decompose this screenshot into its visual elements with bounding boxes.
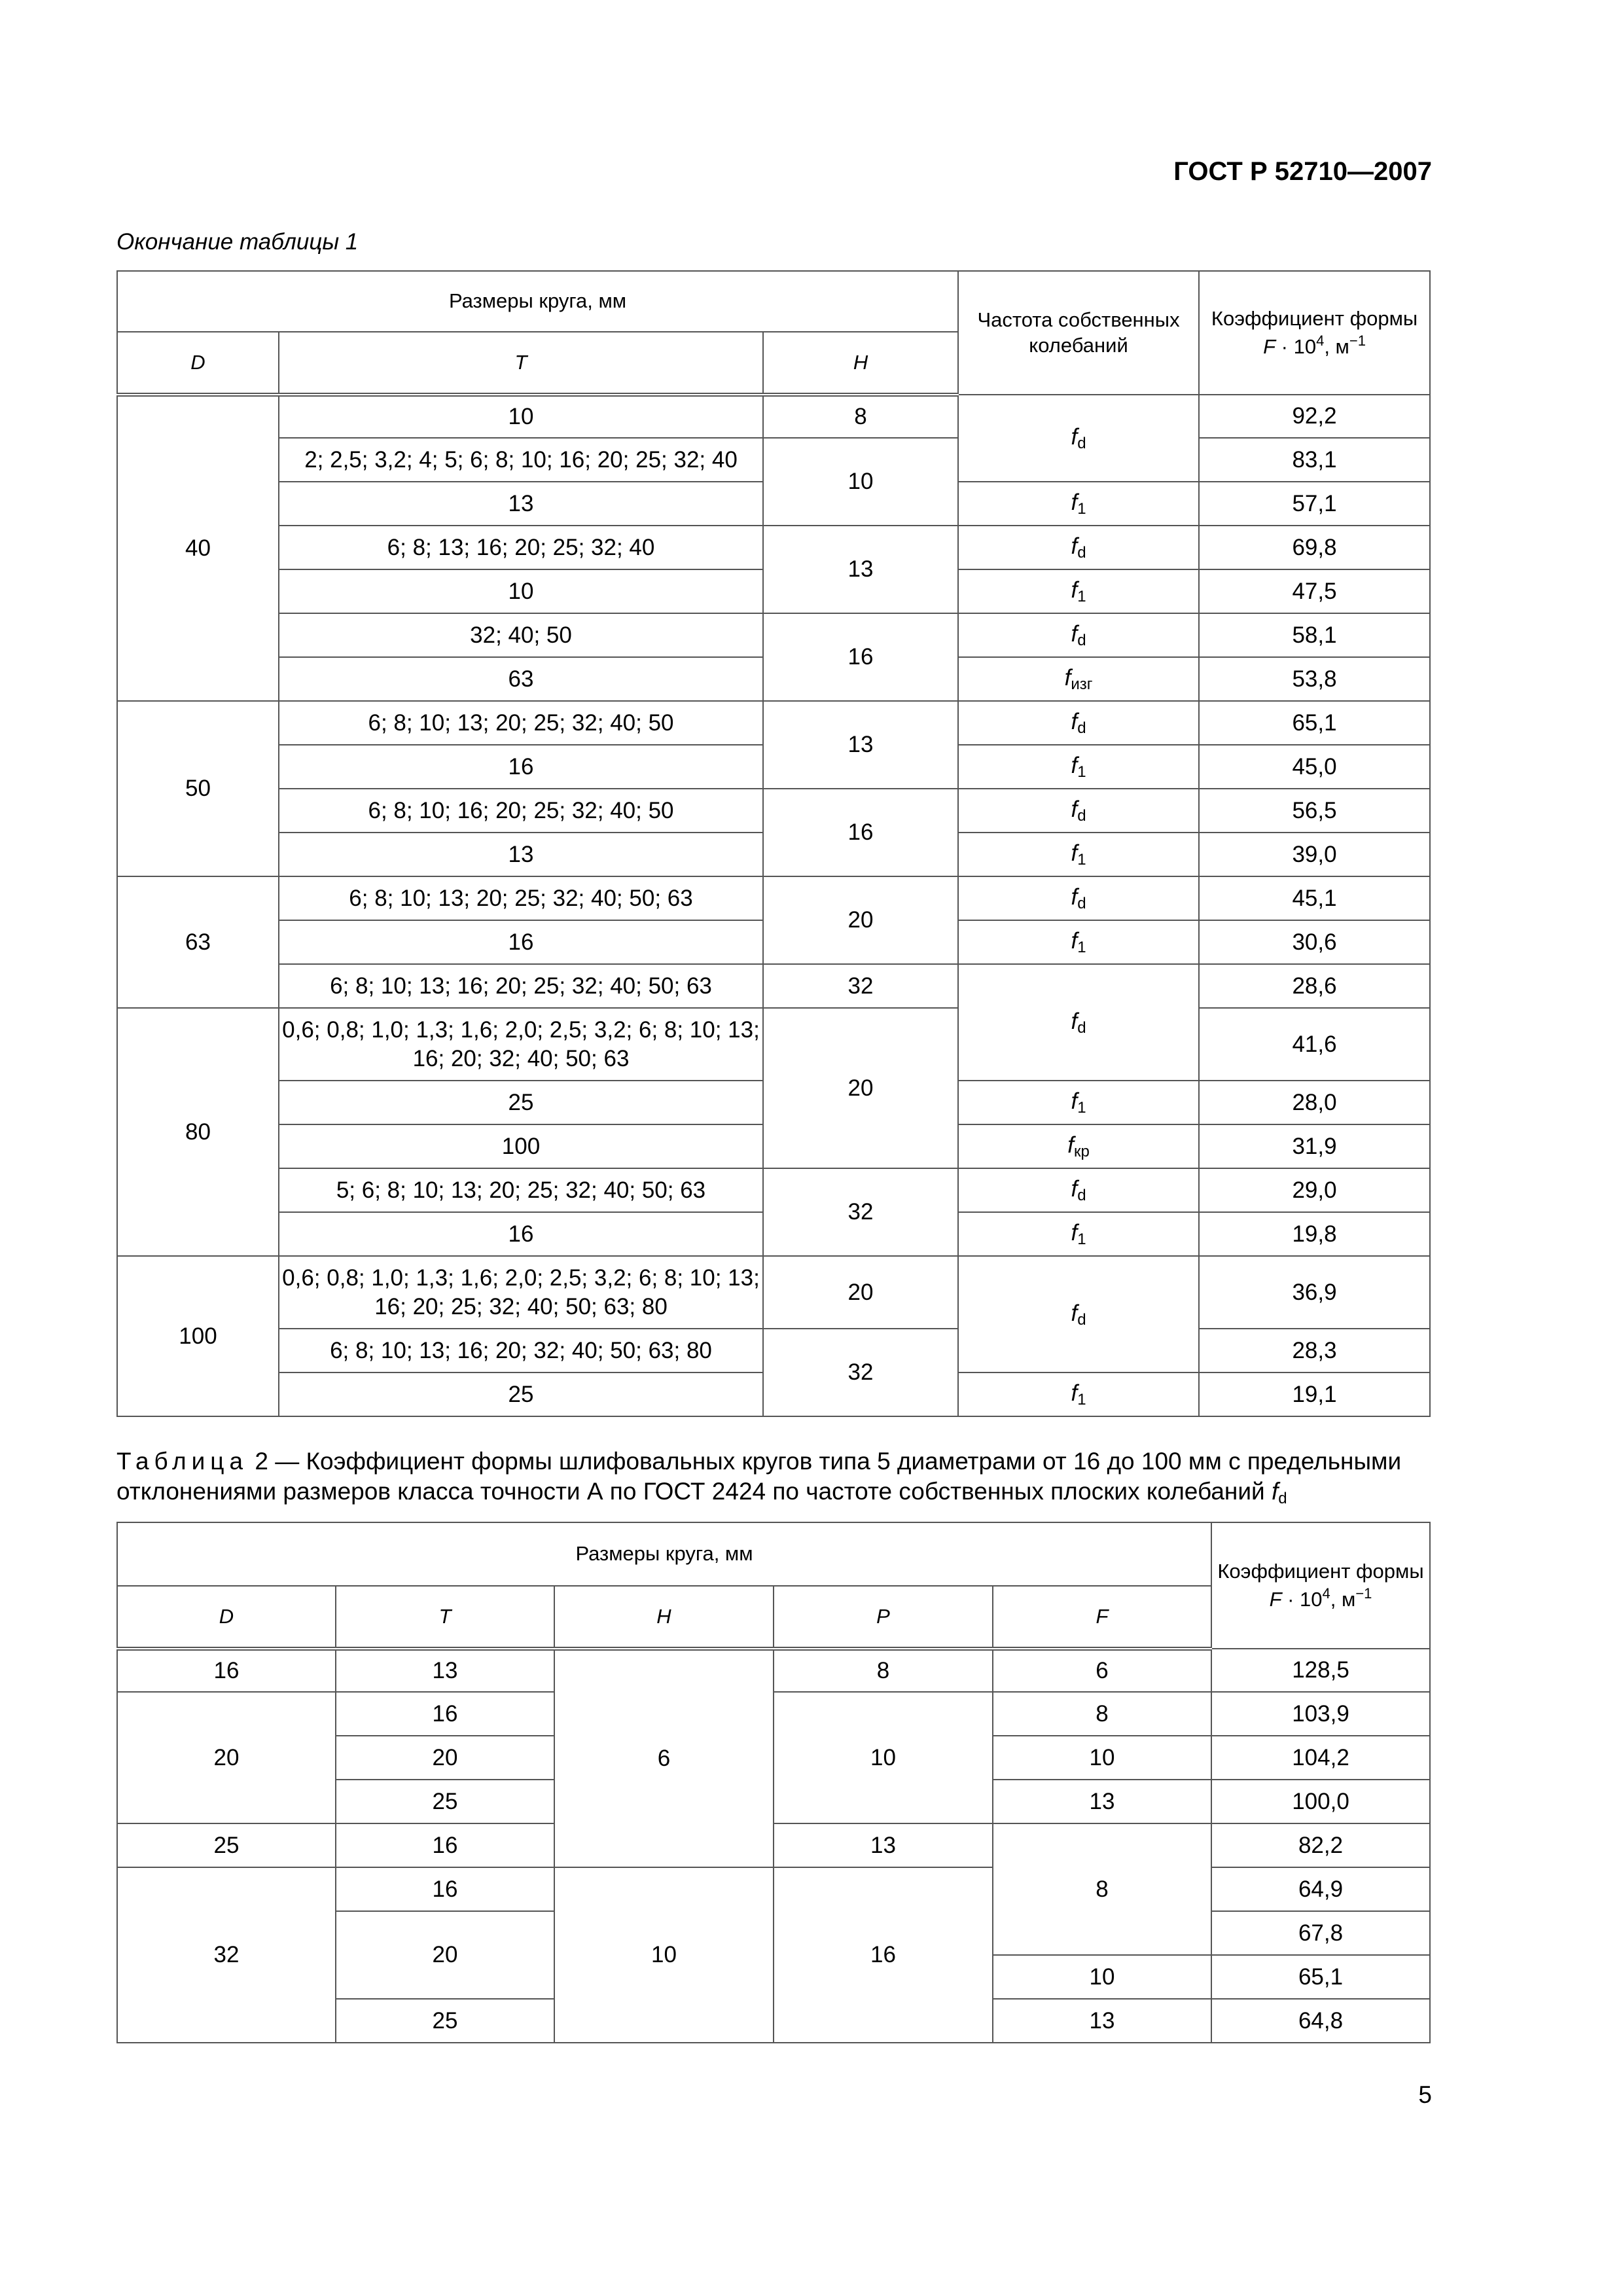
t2-coef-cell: 67,8	[1211, 1911, 1430, 1955]
t2-coef-cell: 65,1	[1211, 1955, 1430, 1999]
t1-H-cell: 20	[763, 1008, 958, 1168]
t1-freq-cell: $f_1$	[958, 569, 1199, 613]
t1-H-cell: 13	[763, 526, 958, 613]
t1-T-cell: 0,6; 0,8; 1,0; 1,3; 1,6; 2,0; 2,5; 3,2; 6; 8; 10; 13; 16; 20; 32; 40; 50; 63	[279, 1008, 763, 1081]
t2-header-T: T	[336, 1586, 554, 1649]
t1-coef-cell: 39,0	[1199, 833, 1430, 876]
t1-H-cell: 16	[763, 613, 958, 701]
t1-freq-cell: $f_1$	[958, 920, 1199, 964]
t1-H-cell: 13	[763, 701, 958, 789]
table-1	[116, 270, 1431, 1417]
t1-coef-cell: 56,5	[1199, 789, 1430, 833]
t1-T-cell: 16	[279, 1212, 763, 1256]
t1-T-cell: 2; 2,5; 3,2; 4; 5; 6; 8; 10; 16; 20; 25; 32; 40	[279, 438, 763, 482]
t2-T-cell: 16	[336, 1692, 554, 1736]
t2-D-cell: 32	[117, 1867, 336, 2043]
t2-coef-cell: 100,0	[1211, 1780, 1430, 1823]
t1-H-cell: 16	[763, 789, 958, 876]
t1-D-cell: 100	[117, 1256, 279, 1416]
t1-H-cell: 32	[763, 1168, 958, 1256]
t2-F-cell: 13	[993, 1999, 1211, 2043]
table2-caption: Таблица 2 — Коэффициент формы шлифовальных кругов типа 5 диаметрами от 16 до 100 мм с предельными отклонениями размеров класса точности А по ГОСТ 2424 по частоте собственных плоских колебаний $f_d$	[116, 1448, 1402, 1508]
t1-T-cell: 6; 8; 10; 13; 20; 25; 32; 40; 50	[279, 701, 763, 745]
t1-freq-cell: $f_d$	[958, 613, 1199, 657]
table1-caption: Окончание таблицы 1	[116, 229, 359, 255]
t2-coef-cell: 64,8	[1211, 1999, 1430, 2043]
t1-freq-cell: $f_1$	[958, 482, 1199, 526]
t1-T-cell: 16	[279, 745, 763, 789]
t2-header-D: D	[117, 1586, 336, 1649]
t1-freq-cell: $f_1$	[958, 1372, 1199, 1416]
table-2	[116, 1522, 1431, 2043]
t2-T-cell: 16	[336, 1867, 554, 1911]
t1-T-cell: 0,6; 0,8; 1,0; 1,3; 1,6; 2,0; 2,5; 3,2; 6; 8; 10; 13; 16; 20; 25; 32; 40; 50; 63; 80	[279, 1256, 763, 1329]
t2-F-cell: 8	[993, 1823, 1211, 1955]
t1-T-cell: 25	[279, 1372, 763, 1416]
t1-header-D: D	[117, 332, 279, 395]
t1-D-cell: 50	[117, 701, 279, 876]
t2-H-cell: 6	[554, 1649, 774, 1867]
t1-T-cell: 6; 8; 10; 13; 20; 25; 32; 40; 50; 63	[279, 876, 763, 920]
t2-D-cell: 20	[117, 1692, 336, 1823]
t1-H-cell: 10	[763, 438, 958, 526]
t1-coef-cell: 83,1	[1199, 438, 1430, 482]
t2-T-cell: 16	[336, 1823, 554, 1867]
t1-H-cell: 20	[763, 1256, 958, 1329]
t1-header-H: H	[763, 332, 958, 395]
t1-freq-cell: $f_d$	[958, 964, 1199, 1081]
t2-T-cell: 20	[336, 1736, 554, 1780]
t2-F-cell: 10	[993, 1955, 1211, 1999]
t1-coef-cell: 57,1	[1199, 482, 1430, 526]
t1-freq-cell: $f_{изг}$	[958, 657, 1199, 701]
t1-coef-cell: 45,0	[1199, 745, 1430, 789]
t2-header-F: F	[993, 1586, 1211, 1649]
t1-T-cell: 10	[279, 569, 763, 613]
t2-coef-cell: 103,9	[1211, 1692, 1430, 1736]
t1-header-frequency: Частота собственных колебаний	[958, 271, 1199, 395]
t1-T-cell: 100	[279, 1124, 763, 1168]
t1-T-cell: 13	[279, 482, 763, 526]
t2-D-cell: 25	[117, 1823, 336, 1867]
t1-coef-cell: 19,1	[1199, 1372, 1430, 1416]
t1-freq-cell: $f_d$	[958, 1168, 1199, 1212]
t2-header-H: H	[554, 1586, 774, 1649]
t2-T-cell: 25	[336, 1780, 554, 1823]
t1-header-coefficient: Коэффициент формы $F \cdot 10^4$, $м^{-1}$	[1199, 271, 1430, 395]
t1-coef-cell: 53,8	[1199, 657, 1430, 701]
t1-freq-cell: $f_d$	[958, 701, 1199, 745]
t2-coef-cell: 104,2	[1211, 1736, 1430, 1780]
t1-coef-cell: 30,6	[1199, 920, 1430, 964]
t1-coef-cell: 28,3	[1199, 1329, 1430, 1372]
t1-freq-cell: $f_{кр}$	[958, 1124, 1199, 1168]
t1-D-cell: 40	[117, 395, 279, 701]
t2-header-sizes: Размеры круга, мм	[117, 1522, 1211, 1586]
t2-P-cell: 13	[774, 1823, 993, 1867]
t1-freq-cell: $f_d$	[958, 876, 1199, 920]
t1-T-cell: 6; 8; 10; 13; 16; 20; 25; 32; 40; 50; 63	[279, 964, 763, 1008]
t1-coef-cell: 28,6	[1199, 964, 1430, 1008]
t1-T-cell: 16	[279, 920, 763, 964]
t2-H-cell: 10	[554, 1867, 774, 2043]
t1-header-T: T	[279, 332, 763, 395]
t2-F-cell: 8	[993, 1692, 1211, 1736]
t1-T-cell: 63	[279, 657, 763, 701]
t1-freq-cell: $f_d$	[958, 1256, 1199, 1372]
t1-coef-cell: 92,2	[1199, 395, 1430, 438]
t1-T-cell: 6; 8; 13; 16; 20; 25; 32; 40	[279, 526, 763, 569]
t2-header-coefficient: Коэффициент формы $F \cdot 10^4$, $м^{-1}$	[1211, 1522, 1430, 1649]
t1-D-cell: 63	[117, 876, 279, 1008]
t1-coef-cell: 45,1	[1199, 876, 1430, 920]
page-number: 5	[1418, 2081, 1432, 2108]
t2-P-cell: 8	[774, 1649, 993, 1692]
t1-coef-cell: 36,9	[1199, 1256, 1430, 1329]
t1-header-sizes: Размеры круга, мм	[117, 271, 958, 332]
t1-coef-cell: 65,1	[1199, 701, 1430, 745]
t2-P-cell: 16	[774, 1867, 993, 2043]
t2-coef-cell: 64,9	[1211, 1867, 1430, 1911]
t2-coef-cell: 128,5	[1211, 1649, 1430, 1692]
t1-coef-cell: 31,9	[1199, 1124, 1430, 1168]
t2-F-cell: 13	[993, 1780, 1211, 1823]
t2-header-P: P	[774, 1586, 993, 1649]
t1-T-cell: 6; 8; 10; 16; 20; 25; 32; 40; 50	[279, 789, 763, 833]
t1-freq-cell: $f_d$	[958, 789, 1199, 833]
t1-D-cell: 80	[117, 1008, 279, 1256]
t1-freq-cell: $f_d$	[958, 526, 1199, 569]
t2-T-cell: 20	[336, 1911, 554, 1999]
t1-H-cell: 32	[763, 964, 958, 1008]
t2-D-cell: 16	[117, 1649, 336, 1692]
t1-freq-cell: $f_1$	[958, 745, 1199, 789]
t1-T-cell: 32; 40; 50	[279, 613, 763, 657]
t1-freq-cell: $f_1$	[958, 833, 1199, 876]
t1-H-cell: 32	[763, 1329, 958, 1416]
t1-freq-cell: $f_1$	[958, 1081, 1199, 1124]
t1-freq-cell: $f_1$	[958, 1212, 1199, 1256]
t2-T-cell: 13	[336, 1649, 554, 1692]
t1-coef-cell: 28,0	[1199, 1081, 1430, 1124]
t1-T-cell: 25	[279, 1081, 763, 1124]
t1-H-cell: 20	[763, 876, 958, 964]
t2-P-cell: 10	[774, 1692, 993, 1823]
t1-T-cell: 5; 6; 8; 10; 13; 20; 25; 32; 40; 50; 63	[279, 1168, 763, 1212]
t2-coef-cell: 82,2	[1211, 1823, 1430, 1867]
t2-T-cell: 25	[336, 1999, 554, 2043]
t1-T-cell: 10	[279, 395, 763, 438]
t1-coef-cell: 41,6	[1199, 1008, 1430, 1081]
t1-coef-cell: 29,0	[1199, 1168, 1430, 1212]
t2-F-cell: 6	[993, 1649, 1211, 1692]
t1-coef-cell: 19,8	[1199, 1212, 1430, 1256]
t2-F-cell: 10	[993, 1736, 1211, 1780]
t1-freq-cell: $f_d$	[958, 395, 1199, 482]
t1-coef-cell: 58,1	[1199, 613, 1430, 657]
t1-coef-cell: 47,5	[1199, 569, 1430, 613]
t1-H-cell: 8	[763, 395, 958, 438]
t1-T-cell: 6; 8; 10; 13; 16; 20; 32; 40; 50; 63; 80	[279, 1329, 763, 1372]
t1-T-cell: 13	[279, 833, 763, 876]
document-id: ГОСТ Р 52710—2007	[1173, 157, 1432, 186]
t1-coef-cell: 69,8	[1199, 526, 1430, 569]
